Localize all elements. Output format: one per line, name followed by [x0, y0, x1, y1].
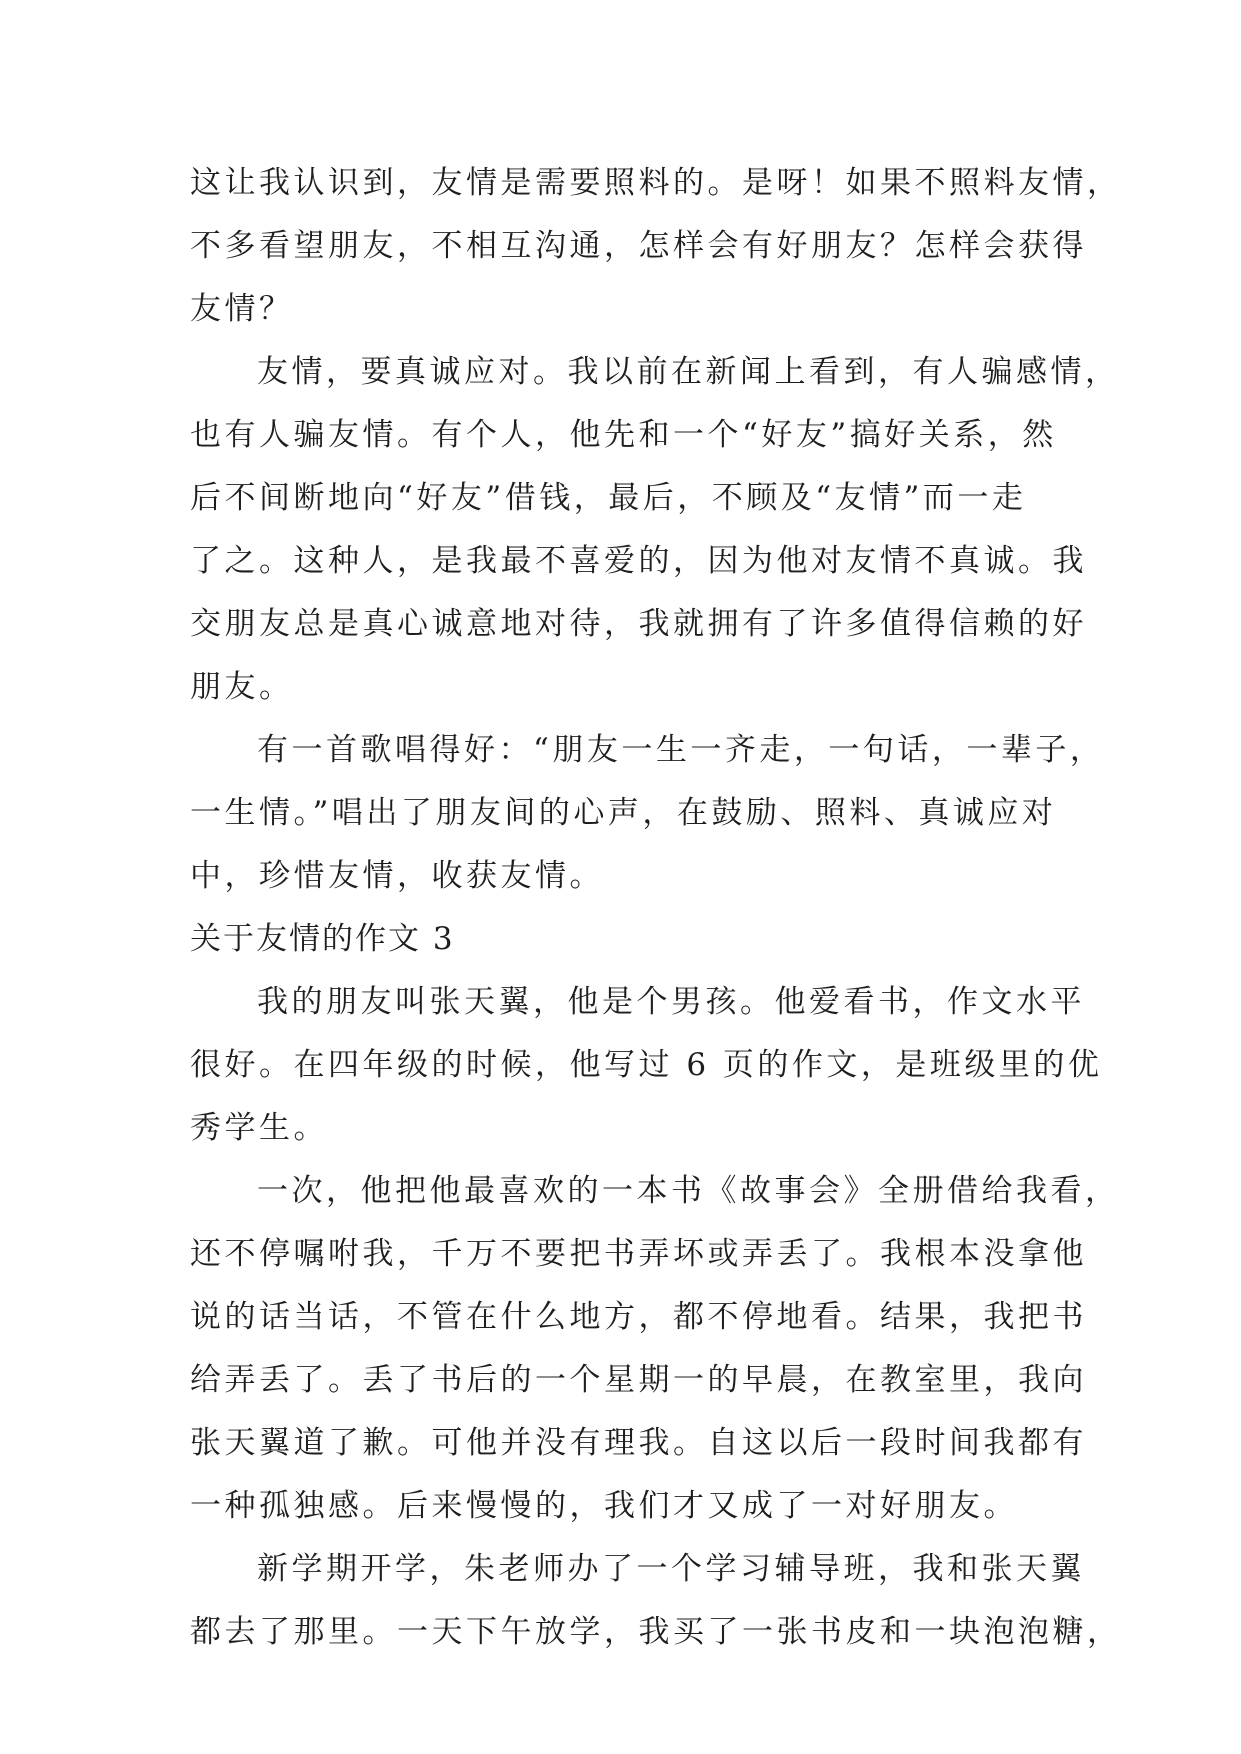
- text-line: 后不间断地向“好友”借钱，最后，不顾及“友情”而一走: [190, 480, 1027, 516]
- paragraph-first-line: 我的朋友叫张天翼，他是个男孩。他爱看书，作文水平: [257, 984, 1085, 1020]
- section-heading: 关于友情的作文 3: [190, 921, 455, 957]
- text-line: 了之。这种人，是我最不喜爱的，因为他对友情不真诚。我: [190, 543, 1087, 579]
- text-line: 一生情。”唱出了朋友间的心声，在鼓励、照料、真诚应对: [190, 795, 1057, 831]
- text-line: 中，珍惜友情，收获友情。: [190, 858, 604, 894]
- text-line: 不多看望朋友，不相互沟通，怎样会有好朋友？怎样会获得: [190, 228, 1087, 264]
- text-line: 还不停嘱咐我，千万不要把书弄坏或弄丢了。我根本没拿他: [190, 1236, 1087, 1272]
- text-line: 给弄丢了。丢了书后的一个星期一的早晨，在教室里，我向: [190, 1362, 1087, 1398]
- text-line: 一种孤独感。后来慢慢的，我们才又成了一对好朋友。: [190, 1488, 1018, 1524]
- text-line: 交朋友总是真心诚意地对待，我就拥有了许多值得信赖的好: [190, 606, 1087, 642]
- paragraph-first-line: 有一首歌唱得好：“朋友一生一齐走，一句话，一辈子，: [257, 732, 1105, 768]
- text-line: 朋友。: [190, 669, 294, 705]
- text-line: 友情？: [190, 291, 294, 327]
- document-page: [190, 152, 1122, 1664]
- text-line: 也有人骗友情。有个人，他先和一个“好友”搞好关系，然: [190, 417, 1057, 453]
- paragraph-first-line: 一次，他把他最喜欢的一本书《故事会》全册借给我看，: [257, 1173, 1120, 1209]
- text-line: 说的话当话，不管在什么地方，都不停地看。结果，我把书: [190, 1299, 1087, 1335]
- text-line: 这让我认识到，友情是需要照料的。是呀！如果不照料友情，: [190, 165, 1122, 201]
- text-line: 都去了那里。一天下午放学，我买了一张书皮和一块泡泡糖，: [190, 1614, 1122, 1650]
- paragraph-first-line: 友情，要真诚应对。我以前在新闻上看到，有人骗感情，: [257, 354, 1120, 390]
- text-line: 很好。在四年级的时候，他写过 6 页的作文，是班级里的优: [190, 1047, 1103, 1083]
- text-line: 张天翼道了歉。可他并没有理我。自这以后一段时间我都有: [190, 1425, 1087, 1461]
- text-line: 秀学生。: [190, 1110, 328, 1146]
- paragraph-first-line: 新学期开学，朱老师办了一个学习辅导班，我和张天翼: [257, 1551, 1085, 1587]
